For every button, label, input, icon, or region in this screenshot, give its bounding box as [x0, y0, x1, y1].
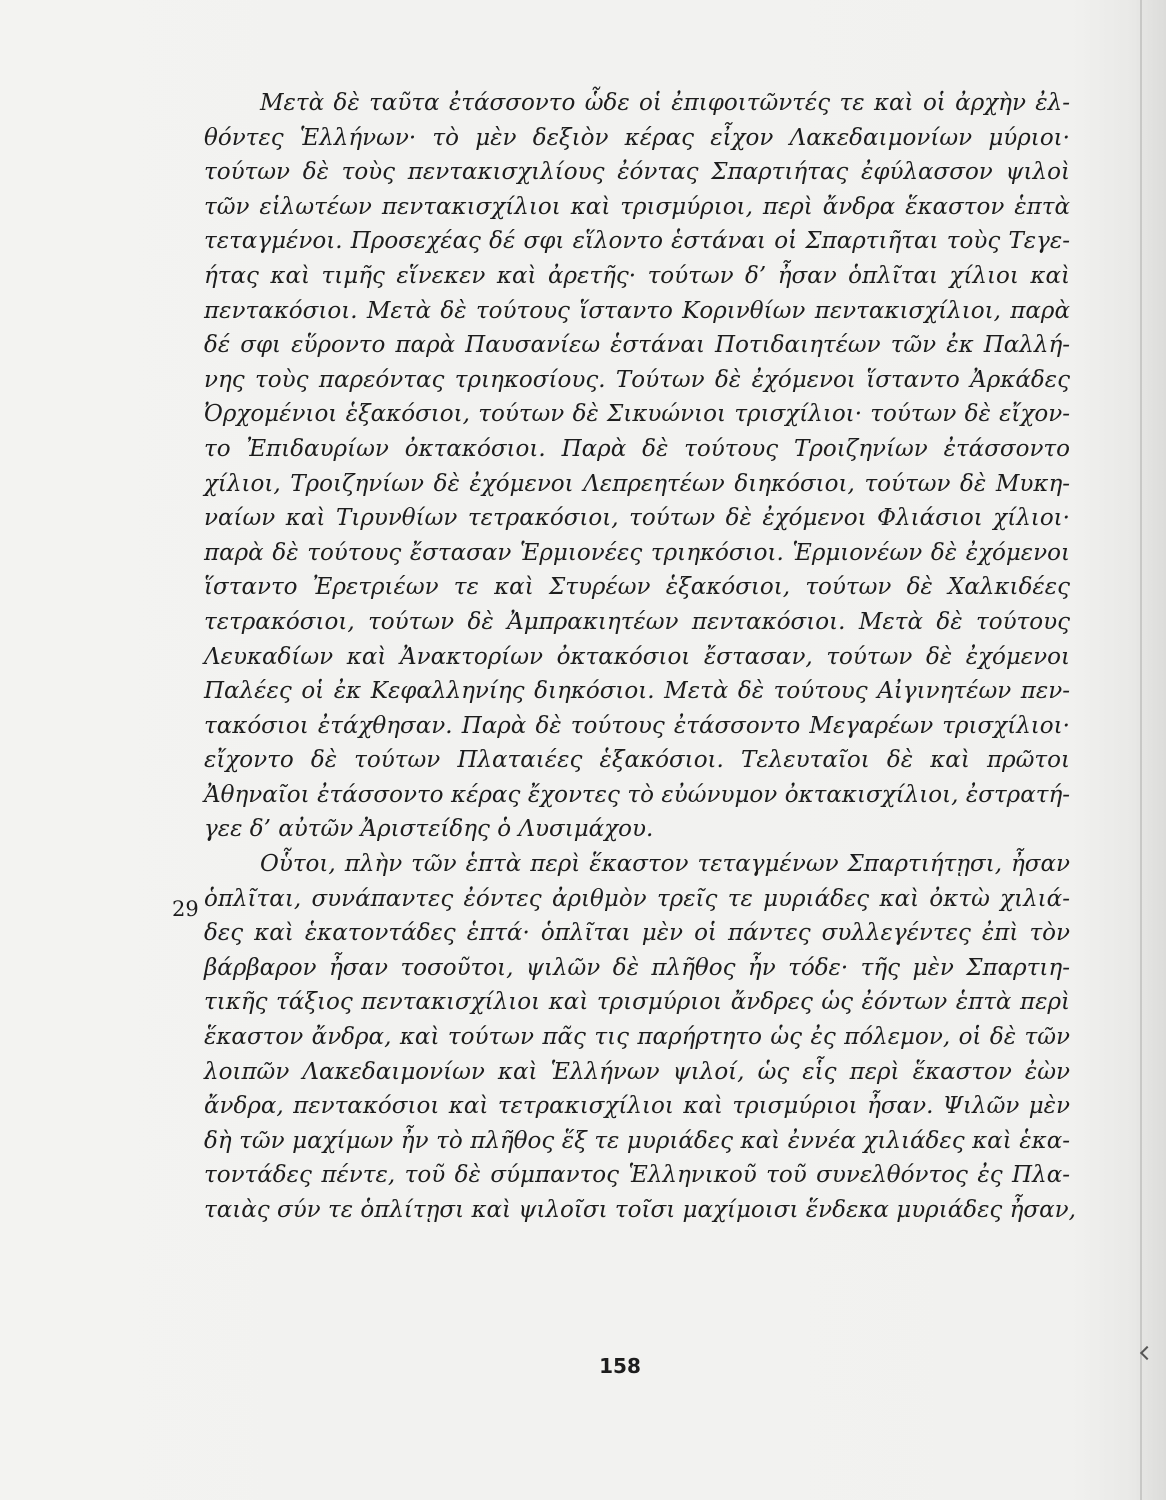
text-line: χίλιοι, Τροιζηνίων δὲ ἐχόμενοι Λεπρεητέων διηκόσιοι, τούτων δὲ Μυκη- [204, 470, 1070, 497]
text-line: ὁπλῖται, συνάπαντες ἐόντες ἀριθμὸν τρεῖς τε μυριάδες καὶ ὀκτὼ χιλιά- [204, 885, 1070, 912]
text-line: ναίων καὶ Τιρυνθίων τετρακόσιοι, τούτων δὲ ἐχόμενοι Φλιάσιοι χίλιοι· [204, 505, 1070, 532]
text-line: τετρακόσιοι, τούτων δὲ Ἀμπρακιητέων πεντακόσιοι. Μετὰ δὲ τούτους [204, 608, 1070, 635]
text-line: δέ σφι εὕροντο παρὰ Παυσανίεω ἑστάναι Ποτιδαιητέων τῶν ἐκ Παλλή- [204, 332, 1070, 359]
text-line: δες καὶ ἑκατοντάδες ἑπτά· ὁπλῖται μὲν οἱ πάντες συλλεγέντες ἐπὶ τὸν [204, 920, 1070, 947]
text-line: τικῆς τάξιος πεντακισχίλιοι καὶ τρισμύριοι ἄνδρες ὡς ἐόντων ἑπτὰ περὶ [204, 989, 1070, 1016]
text-line: πεντακόσιοι. Μετὰ δὲ τούτους ἵσταντο Κορινθίων πεντακισχίλιοι, παρὰ [204, 297, 1070, 324]
text-line: τεταγμένοι. Προσεχέας δέ σφι εἵλοντο ἑστάναι οἱ Σπαρτιῆται τοὺς Τεγε- [204, 228, 1070, 255]
text-line: τούτων δὲ τοὺς πεντακισχιλίους ἐόντας Σπαρτιήτας ἐφύλασσον ψιλοὶ [204, 159, 1070, 186]
text-line: παρὰ δὲ τούτους ἔστασαν Ἑρμιονέες τριηκόσιοι. Ἑρμιονέων δὲ ἐχόμενοι [204, 539, 1070, 566]
text-line: ήτας καὶ τιμῆς εἵνεκεν καὶ ἀρετῆς· τούτων δ’ ἦσαν ὁπλῖται χίλιοι καὶ [204, 262, 1070, 289]
text-line: βάρβαρον ἦσαν τοσοῦτοι, ψιλῶν δὲ πλῆθος ἦν τόδε· τῆς μὲν Σπαρτιη- [204, 954, 1070, 981]
section-number: 29 [172, 897, 199, 921]
binding-edge [1140, 0, 1142, 1500]
text-line: Παλέες οἱ ἐκ Κεφαλληνίης διηκόσιοι. Μετὰ δὲ τούτους Αἰγινητέων πεν- [204, 678, 1070, 705]
text-line: τῶν εἱλωτέων πεντακισχίλιοι καὶ τρισμύριοι, περὶ ἄνδρα ἕκαστον ἑπτὰ [204, 193, 1070, 220]
text-line: Μετὰ δὲ ταῦτα ἐτάσσοντο ὧδε οἱ ἐπιφοιτῶντές τε καὶ οἱ ἀρχὴν ἐλ- [260, 90, 1070, 116]
body-text [204, 86, 1076, 1228]
text-line: δὴ τῶν μαχίμων ἦν τὸ πλῆθος ἕξ τε μυριάδες καὶ ἐννέα χιλιάδες καὶ ἑκα- [204, 1127, 1070, 1154]
text-line: Λευκαδίων καὶ Ἀνακτορίων ὀκτακόσιοι ἔστασαν, τούτων δὲ ἐχόμενοι [204, 643, 1070, 670]
text-line: τοντάδες πέντε, τοῦ δὲ σύμπαντος Ἑλληνικοῦ τοῦ συνελθόντος ἐς Πλα- [204, 1162, 1070, 1189]
text-line: γεε δ’ αὐτῶν Ἀριστείδης ὁ Λυσιμάχου. [204, 816, 654, 843]
text-line: θόντες Ἑλλήνων· τὸ μὲν δεξιὸν κέρας εἶχον Λακεδαιμονίων μύριοι· [204, 124, 1070, 151]
page-number: 158 [599, 1354, 641, 1378]
text-line: ἄνδρα, πεντακόσιοι καὶ τετρακισχίλιοι καὶ τρισμύριοι ἦσαν. Ψιλῶν μὲν [204, 1093, 1070, 1120]
text-line: Ἀθηναῖοι ἐτάσσοντο κέρας ἔχοντες τὸ εὐώνυμον ὀκτακισχίλιοι, ἐστρατή- [204, 781, 1070, 808]
text-line: το Ἐπιδαυρίων ὀκτακόσιοι. Παρὰ δὲ τούτους Τροιζηνίων ἐτάσσοντο [204, 435, 1070, 462]
text-line: νης τοὺς παρεόντας τριηκοσίους. Τούτων δὲ ἐχόμενοι ἵσταντο Ἀρκάδες [204, 366, 1070, 393]
text-line: ἕκαστον ἄνδρα, καὶ τούτων πᾶς τις παρήρτητο ὡς ἐς πόλεμον, οἱ δὲ τῶν [204, 1024, 1070, 1051]
text-line: τακόσιοι ἐτάχθησαν. Παρὰ δὲ τούτους ἐτάσσοντο Μεγαρέων τρισχίλιοι· [204, 712, 1070, 739]
text-line: εἴχοντο δὲ τούτων Πλαταιέες ἑξακόσιοι. Τελευταῖοι δὲ καὶ πρῶτοι [204, 747, 1070, 774]
text-line: Οὗτοι, πλὴν τῶν ἑπτὰ περὶ ἕκαστον τεταγμένων Σπαρτιήτῃσι, ἦσαν [260, 851, 1070, 878]
text-line: λοιπῶν Λακεδαιμονίων καὶ Ἑλλήνων ψιλοί, ὡς εἷς περὶ ἕκαστον ἐὼν [204, 1058, 1070, 1085]
text-line: Ὀρχομένιοι ἑξακόσιοι, τούτων δὲ Σικυώνιοι τρισχίλιοι· τούτων δὲ εἴχον- [204, 401, 1070, 428]
text-line: ἵσταντο Ἐρετριέων τε καὶ Στυρέων ἑξακόσιοι, τούτων δὲ Χαλκιδέες [204, 574, 1070, 601]
text-line: ταιὰς σύν τε ὁπλίτῃσι καὶ ψιλοῖσι τοῖσι μαχίμοισι ἕνδεκα μυριάδες ἦσαν, [204, 1197, 1076, 1223]
